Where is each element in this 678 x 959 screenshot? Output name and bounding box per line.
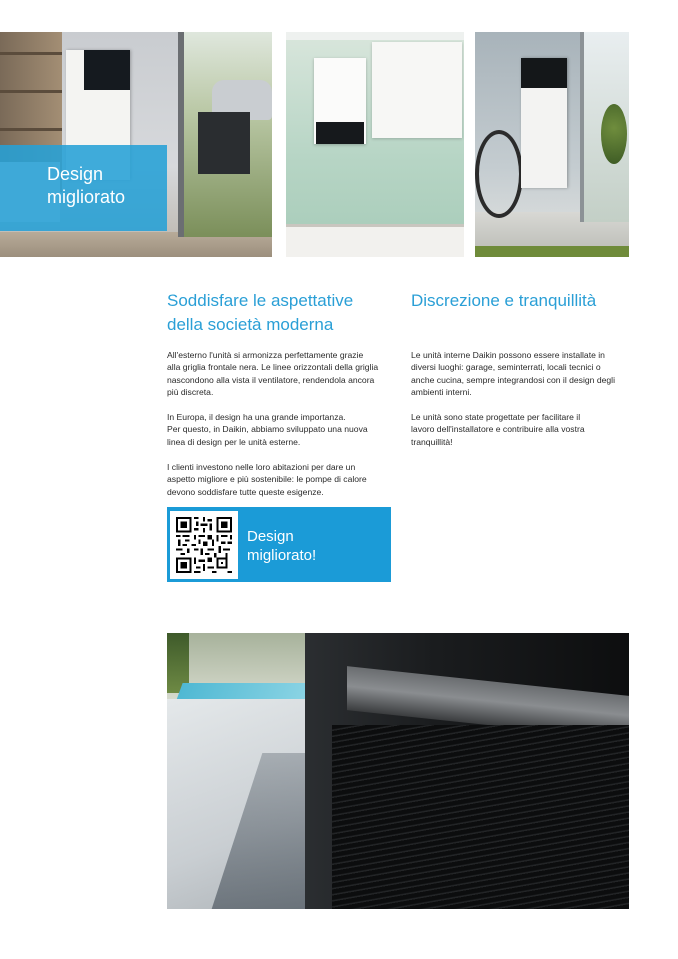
left-paragraph-3: I clienti investono nelle loro abitazioni per dare un aspetto migliore e più sostenibile: le pompe di calore devono soddisfare tutte queste esigenze. <box>167 462 367 497</box>
bicycle-wheel <box>475 130 523 218</box>
photo-terrace <box>475 32 629 257</box>
shelf-board <box>0 128 62 131</box>
shelf-board <box>0 90 62 93</box>
design-banner-text: Design migliorato <box>47 164 126 207</box>
qr-code-icon[interactable] <box>176 517 232 573</box>
ceiling <box>286 32 464 40</box>
left-column-title: Soddisfare le aspettative della società moderna <box>167 291 354 334</box>
right-paragraph-1: Le unità interne Daikin possono essere installate in diversi luoghi: garage, seminterrati, locali tecnici o anche cucina, sempre integrandosi con il design degli ambienti interni. <box>411 350 615 398</box>
photo-bathroom <box>286 32 464 257</box>
right-paragraph-2: Le unità sono state progettate per facilitare il lavoro dell'installatore e contribuire alla vostra tranquillità! <box>411 412 585 447</box>
left-paragraph-2: In Europa, il design ha una grande importanza. Per questo, in Daikin, abbiamo sviluppato una nuova linea di design per le unità esterne. <box>167 412 368 447</box>
qr-banner-label: Design migliorato! <box>247 528 317 564</box>
plant <box>601 104 627 164</box>
outdoor-unit-grille <box>332 725 629 909</box>
grass <box>475 246 629 257</box>
unit-panel <box>316 122 364 144</box>
photo-outdoor-unit <box>167 633 629 909</box>
wall-cabinet <box>372 42 462 138</box>
outdoor-unit <box>198 112 250 174</box>
left-paragraph-1: All'esterno l'unità si armonizza perfettamente grazie alla griglia frontale nera. Le linee orizzontali della griglia nascondono alla vista il ventilatore, rendendola ancora più discreta. <box>167 350 379 398</box>
indoor-unit-panel <box>84 50 130 90</box>
counter <box>286 224 464 257</box>
shelf-board <box>0 52 62 55</box>
right-column-title: Discrezione e tranquillità <box>411 291 597 310</box>
indoor-unit-panel <box>521 58 567 88</box>
